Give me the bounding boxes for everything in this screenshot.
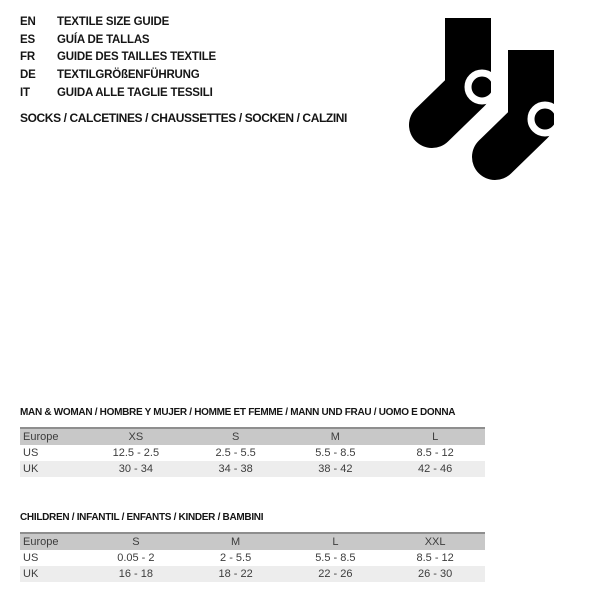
column-header: L [332, 536, 339, 548]
column-header: Europe [23, 536, 59, 548]
table-title-adults: MAN & WOMAN / HOMBRE Y MUJER / HOMME ET FEMME / MANN UND FRAU / UOMO E DONNA [20, 407, 456, 418]
size-cell: 18 - 22 [218, 568, 253, 580]
table-row-us [20, 445, 485, 461]
column-header: XXL [424, 536, 446, 548]
size-cell: 26 - 30 [418, 568, 453, 580]
language-label: TEXTILE SIZE GUIDE [57, 16, 170, 28]
size-cell: 5.5 - 8.5 [315, 447, 356, 459]
column-header: L [432, 431, 439, 443]
language-label: GUIDA ALLE TAGLIE TESSILI [57, 86, 213, 99]
language-row-fr [20, 49, 216, 67]
language-code: ES [20, 33, 35, 46]
table-header-row [20, 533, 485, 550]
size-cell: 22 - 26 [318, 568, 353, 580]
sock-right [495, 50, 559, 157]
size-table-children [20, 532, 485, 582]
language-row-en [20, 14, 216, 32]
language-code: DE [20, 69, 36, 82]
column-header: Europe [23, 431, 59, 443]
size-cell: 12.5 - 2.5 [112, 447, 160, 459]
table-row-uk [20, 566, 485, 582]
language-label: GUÍA DE TALLAS [57, 33, 150, 46]
table-title-children: CHILDREN / INFANTIL / ENFANTS / KINDER / BAMBINI [20, 512, 264, 523]
socks-icon [398, 8, 568, 192]
language-row-es [20, 32, 216, 50]
column-header: S [132, 536, 140, 548]
region-cell: UK [23, 568, 39, 580]
table-row-uk [20, 461, 485, 477]
language-row-de [20, 67, 216, 85]
size-cell: 8.5 - 12 [416, 552, 454, 564]
table-row-us [20, 550, 485, 566]
language-code: IT [20, 86, 30, 99]
region-cell: US [23, 552, 39, 564]
size-table-section-adults [20, 405, 485, 477]
size-cell: 34 - 38 [218, 463, 253, 475]
category-title: SOCKS / CALCETINES / CHAUSSETTES / SOCKEN / CALZINI [20, 111, 347, 125]
language-label: TEXTILGRÖßENFÜHRUNG [57, 69, 200, 82]
region-cell: UK [23, 463, 39, 475]
language-label: GUIDE DES TAILLES TEXTILE [57, 51, 216, 64]
size-cell: 30 - 34 [118, 463, 153, 475]
size-cell: 2.5 - 5.5 [215, 447, 256, 459]
language-list [20, 14, 216, 103]
size-cell: 8.5 - 12 [416, 447, 454, 459]
column-header: S [231, 431, 240, 443]
size-cell: 42 - 46 [418, 463, 453, 475]
language-code: EN [20, 16, 36, 28]
language-code: FR [20, 51, 35, 64]
sock-left [432, 18, 496, 125]
region-cell: US [23, 447, 39, 459]
column-header: M [231, 536, 241, 548]
column-header: M [330, 431, 340, 443]
size-cell: 5.5 - 8.5 [315, 552, 356, 564]
size-cell: 38 - 42 [318, 463, 353, 475]
table-header-row [20, 428, 485, 445]
size-table-adults [20, 427, 485, 477]
column-header: XS [128, 431, 144, 443]
size-table-section-children [20, 510, 485, 582]
size-cell: 2 - 5.5 [220, 552, 252, 564]
size-cell: 0.05 - 2 [117, 552, 155, 564]
size-cell: 16 - 18 [118, 568, 153, 580]
language-row-it [20, 85, 216, 103]
